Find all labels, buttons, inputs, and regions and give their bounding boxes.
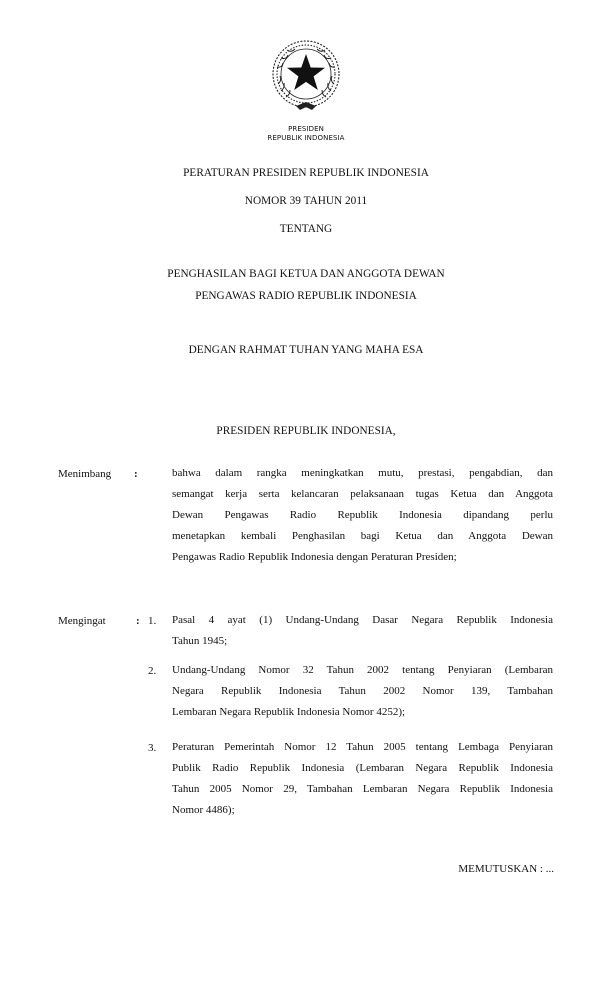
- menimbang-paragraph: [172, 463, 553, 568]
- regulation-about-label: TENTANG: [279, 223, 333, 235]
- presidential-emblem-icon: [268, 34, 344, 116]
- menimbang-line: Pengawas Radio Republik Indonesia dengan Peraturan Presiden;: [172, 551, 457, 563]
- menimbang-colon: :: [134, 468, 138, 480]
- mengingat-item-line: Tahun 1945;: [172, 635, 228, 647]
- regulation-title: PERATURAN PRESIDEN REPUBLIK INDONESIA: [183, 167, 429, 179]
- mengingat-item-number: 3.: [148, 742, 157, 754]
- mengingat-item-number: 2.: [148, 665, 157, 677]
- mengingat-item-line: Peraturan Pemerintah Nomor 12 Tahun 2005 tentang Lembaga Penyiaran: [172, 741, 553, 753]
- mengingat-item-number: 1.: [148, 615, 157, 627]
- menimbang-line: menetapkan kembali Penghasilan bagi Ketua dan Anggota Dewan: [172, 530, 553, 542]
- issuer: PRESIDEN REPUBLIK INDONESIA,: [216, 425, 396, 437]
- menimbang-line: bahwa dalam rangka meningkatkan mutu, prestasi, pengabdian, dan: [172, 467, 553, 479]
- mengingat-item-1: [172, 610, 553, 652]
- mengingat-item-2: [172, 660, 553, 723]
- menimbang-label: Menimbang: [58, 468, 112, 480]
- mengingat-item-line: Tahun 2005 Nomor 29, Tambahan Lembaran Negara Republik Indonesia: [172, 783, 553, 795]
- regulation-subject-line1: PENGHASILAN BAGI KETUA DAN ANGGOTA DEWAN: [167, 268, 445, 280]
- mengingat-item-line: Pasal 4 ayat (1) Undang-Undang Dasar Negara Republik Indonesia: [172, 614, 553, 626]
- mengingat-item-line: Lembaran Negara Republik Indonesia Nomor 4252);: [172, 706, 406, 718]
- emblem-caption-line1: PRESIDEN: [288, 125, 324, 133]
- menimbang-line: Dewan Pengawas Radio Republik Indonesia dipandang perlu: [172, 509, 553, 521]
- mengingat-item-line: Nomor 4486);: [172, 804, 235, 816]
- continuation-marker: MEMUTUSKAN : ...: [458, 863, 554, 875]
- mengingat-item-line: Publik Radio Republik Indonesia (Lembaran Negara Republik Indonesia: [172, 762, 553, 774]
- menimbang-line: semangat kerja serta kelancaran pelaksanaan tugas Ketua dan Anggota: [172, 488, 553, 500]
- mengingat-item-3: [172, 737, 553, 821]
- regulation-number: NOMOR 39 TAHUN 2011: [244, 195, 368, 207]
- regulation-subject-line2: PENGAWAS RADIO REPUBLIK INDONESIA: [195, 290, 417, 302]
- mengingat-label: Mengingat: [58, 615, 106, 627]
- mengingat-item-line: Undang-Undang Nomor 32 Tahun 2002 tentang Penyiaran (Lembaran: [172, 664, 553, 676]
- mengingat-item-line: Negara Republik Indonesia Tahun 2002 Nomor 139, Tambahan: [172, 685, 553, 697]
- mengingat-colon: :: [136, 615, 140, 627]
- emblem-caption-line2: REPUBLIK INDONESIA: [267, 134, 345, 142]
- invocation: DENGAN RAHMAT TUHAN YANG MAHA ESA: [188, 344, 424, 356]
